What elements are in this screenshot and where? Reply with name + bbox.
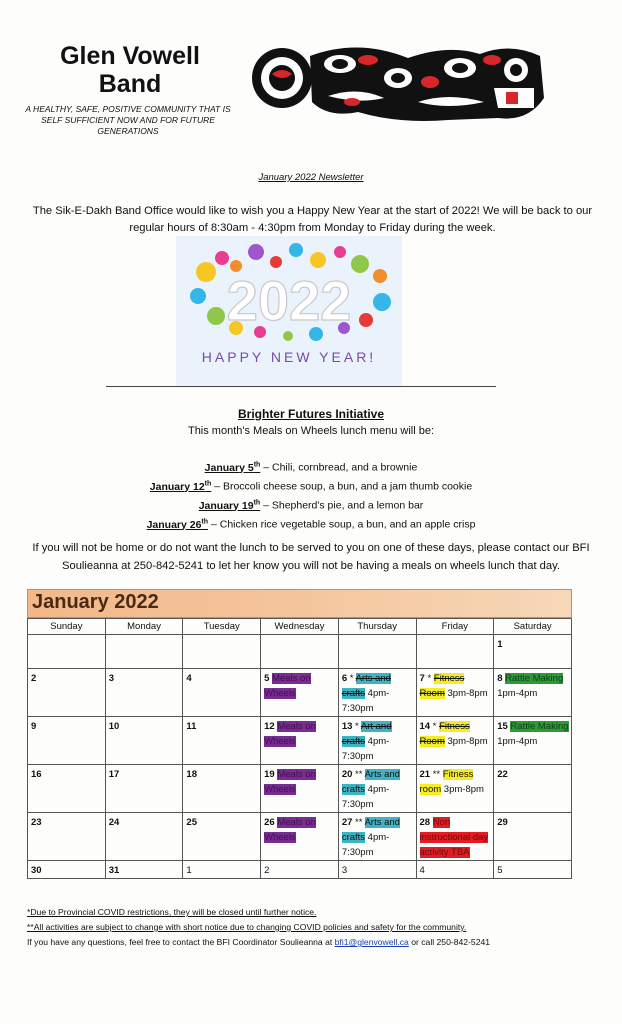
calendar-header (27, 589, 572, 618)
day-number: 24 (108, 817, 120, 828)
calendar-day-cell (183, 635, 261, 669)
weekday-saturday: Saturday (494, 619, 572, 635)
bfi-title: Brighter Futures Initiative (237, 407, 385, 421)
calendar-day-cell (28, 635, 106, 669)
covid-note: *Due to Provincial COVID restrictions, they will be closed until further notice. (27, 907, 317, 917)
menu-date: January 12th (149, 480, 212, 493)
day-number: 30 (31, 865, 42, 876)
day-number: 18 (186, 769, 197, 780)
event-label: Art and crafts (341, 721, 392, 747)
calendar-day-cell (494, 765, 572, 813)
calendar-day-cell (28, 861, 106, 879)
event-label: Meals on Wheels (264, 673, 311, 699)
day-number: 28 (419, 817, 431, 828)
calendar-day-cell (28, 717, 106, 765)
calendar-weekday-row (28, 619, 572, 635)
weekday-friday: Friday (416, 619, 494, 635)
menu-text: – Shepherd's pie, and a lemon bar (260, 499, 424, 512)
day-number: 22 (497, 769, 508, 780)
event-label: Arts and crafts (341, 817, 400, 843)
calendar-day-cell (416, 765, 494, 813)
calendar-day-cell (105, 765, 183, 813)
day-number: 21 (419, 769, 431, 780)
day-number: 5 (264, 673, 270, 684)
event-marker: ** (352, 769, 363, 780)
calendar-day-cell (28, 813, 106, 861)
calendar-day-cell (261, 717, 339, 765)
calendar-day-cell (416, 717, 494, 765)
calendar-day-cell (261, 861, 339, 879)
organization-name (30, 42, 230, 98)
day-number: 25 (186, 817, 197, 828)
menu-text: – Chili, cornbread, and a brownie (260, 461, 418, 474)
weekday-monday: Monday (105, 619, 183, 635)
event-time: 3pm-8pm (444, 688, 488, 699)
calendar-day-cell (261, 765, 339, 813)
day-number: 2 (31, 673, 37, 684)
formline-art-logo (248, 38, 552, 126)
calendar-day-cell (338, 635, 416, 669)
day-number: 16 (31, 769, 42, 780)
calendar-day-cell (416, 635, 494, 669)
calendar-day-cell (183, 765, 261, 813)
calendar-day-cell (261, 813, 339, 861)
day-number: 6 (341, 673, 348, 684)
calendar-title: January 2022 (32, 591, 159, 613)
calendar-day-cell (261, 669, 339, 717)
questions-note: If you have any questions, feel free to contact the BFI Coordinator Soulieanna at bfi1@glenvowell.ca or call 250-842-5241 (27, 937, 491, 947)
footnotes (27, 905, 607, 950)
day-number: 12 (264, 721, 275, 732)
calendar-week-row (28, 861, 572, 879)
menu-date: January 19th (198, 499, 261, 512)
calendar-day-cell (338, 861, 416, 879)
calendar-day-cell (416, 669, 494, 717)
calendar-day-cell (494, 813, 572, 861)
event-time: 1pm-4pm (497, 688, 538, 699)
section-divider (106, 386, 496, 387)
day-number: 10 (108, 721, 120, 732)
day-number: 15 (497, 721, 508, 732)
calendar-day-cell (338, 717, 416, 765)
event-time: 1pm-4pm (497, 736, 538, 747)
calendar-day-cell (338, 765, 416, 813)
day-number: 3 (341, 865, 348, 876)
event-label: Meals on Wheels (264, 769, 316, 795)
calendar-week-row (28, 669, 572, 717)
banner-message: HAPPY NEW YEAR! (201, 349, 377, 365)
menu-text: – Broccoli cheese soup, a bun, and a jam thumb cookie (211, 480, 473, 493)
newsletter-title: January 2022 Newsletter (258, 172, 364, 183)
calendar-day-cell (28, 669, 106, 717)
bfi-contact-paragraph: If you will not be home or do not want the lunch to be served to you on one of these days, please contact our BFI Soulieanna at 250-842-5241 to let her know you will not be having a meals on wheels lunch that day. (32, 542, 590, 572)
day-number: 4 (186, 673, 192, 684)
day-number: 5 (497, 865, 503, 876)
change-note: **All activities are subject to change with short notice due to changing COVID policies and safety for the community. (27, 922, 467, 932)
event-time: 3pm-8pm (444, 736, 488, 747)
event-marker: * (424, 673, 432, 684)
event-time: 4pm-7:30pm (341, 784, 390, 810)
calendar-day-cell (338, 669, 416, 717)
tagline: A HEALTHY, SAFE, POSITIVE COMMUNITY THAT IS SELF SUFFICIENT NOW AND FOR FUTURE GENERATIONS (25, 104, 231, 136)
day-number: 26 (264, 817, 275, 828)
day-number: 23 (31, 817, 42, 828)
calendar-day-cell (494, 861, 572, 879)
day-number: 1 (186, 865, 192, 876)
calendar-day-cell (183, 717, 261, 765)
calendar-table (27, 618, 572, 879)
calendar-day-cell (416, 861, 494, 879)
calendar-day-cell (338, 813, 416, 861)
day-number: 11 (186, 721, 197, 732)
weekday-wednesday: Wednesday (261, 619, 339, 635)
event-time: 4pm-7:30pm (341, 736, 390, 762)
event-marker: * (347, 673, 354, 684)
event-label: Fitness Room (419, 673, 465, 699)
weekday-thursday: Thursday (338, 619, 416, 635)
calendar-day-cell (183, 861, 261, 879)
banner-year: 2022 (226, 269, 352, 332)
calendar-day-cell (183, 813, 261, 861)
calendar-day-cell (28, 765, 106, 813)
calendar-day-cell (183, 669, 261, 717)
event-time: 4pm-7:30pm (341, 688, 390, 714)
calendar-day-cell (105, 861, 183, 879)
event-marker: ** (430, 769, 441, 780)
menu-item (0, 514, 622, 533)
event-marker: * (352, 721, 359, 732)
organization-name-line2: Band (98, 70, 162, 98)
event-label: Rattle Making (510, 721, 569, 732)
day-number: 17 (108, 769, 120, 780)
event-marker: * (430, 721, 437, 732)
calendar-day-cell (105, 635, 183, 669)
calendar-day-cell (105, 669, 183, 717)
weekday-tuesday: Tuesday (183, 619, 261, 635)
calendar-day-cell (494, 669, 572, 717)
day-number: 7 (419, 673, 425, 684)
day-number: 27 (341, 817, 353, 828)
calendar-day-cell (105, 813, 183, 861)
event-time: 4pm-7:30pm (341, 832, 390, 858)
calendar-day-cell (416, 813, 494, 861)
menu-text: – Chicken rice vegetable soup, a bun, and an apple crisp (208, 518, 476, 531)
event-label: Meals on Wheels (264, 721, 316, 747)
day-number: 13 (341, 721, 353, 732)
bfi-intro: This month's Meals on Wheels lunch menu will be: (187, 425, 435, 437)
calendar-day-cell (261, 635, 339, 669)
event-marker: ** (352, 817, 363, 828)
calendar-week-row (28, 765, 572, 813)
day-number: 29 (497, 817, 508, 828)
happy-new-year-banner (176, 236, 402, 386)
day-number: 31 (108, 865, 120, 876)
weekday-sunday: Sunday (28, 619, 106, 635)
organization-name-line1: Glen Vowell (60, 42, 200, 70)
event-time: 3pm-8pm (441, 784, 484, 795)
event-label: Non instructional day activity TBA (419, 817, 489, 858)
day-number: 20 (341, 769, 353, 780)
menu-date: January 26th (146, 518, 209, 531)
day-number: 2 (264, 865, 270, 876)
day-number: 4 (419, 865, 425, 876)
calendar-day-cell (494, 635, 572, 669)
calendar-day-cell (494, 717, 572, 765)
event-label: Fitness room (419, 769, 474, 795)
email-link[interactable]: bfi1@glenvowell.ca (334, 937, 409, 947)
menu-date: January 5th (204, 461, 261, 474)
day-number: 14 (419, 721, 431, 732)
event-label: Arts and crafts (341, 769, 400, 795)
day-number: 9 (31, 721, 37, 732)
calendar-week-row (28, 635, 572, 669)
calendar-week-row (28, 717, 572, 765)
day-number: 1 (497, 639, 503, 650)
menu-item (0, 495, 622, 514)
event-label: Arts and crafts (341, 673, 391, 699)
event-label: Meals on Wheels (264, 817, 316, 843)
menu-item (0, 457, 622, 476)
event-label: Rattle Making (505, 673, 564, 684)
meals-menu (0, 457, 622, 533)
calendar-week-row (28, 813, 572, 861)
menu-item (0, 476, 622, 495)
greeting-paragraph: The Sik-E-Dakh Band Office would like to wish you a Happy New Year at the start of 2022! We will be back to our regular hours of 8:30am - 4:30pm from Monday to Friday during the week. (32, 205, 593, 234)
banner-art (176, 236, 402, 386)
day-number: 19 (264, 769, 275, 780)
day-number: 3 (108, 673, 114, 684)
day-number: 8 (497, 673, 503, 684)
event-label: Fitness Room (419, 721, 470, 747)
calendar-day-cell (105, 717, 183, 765)
